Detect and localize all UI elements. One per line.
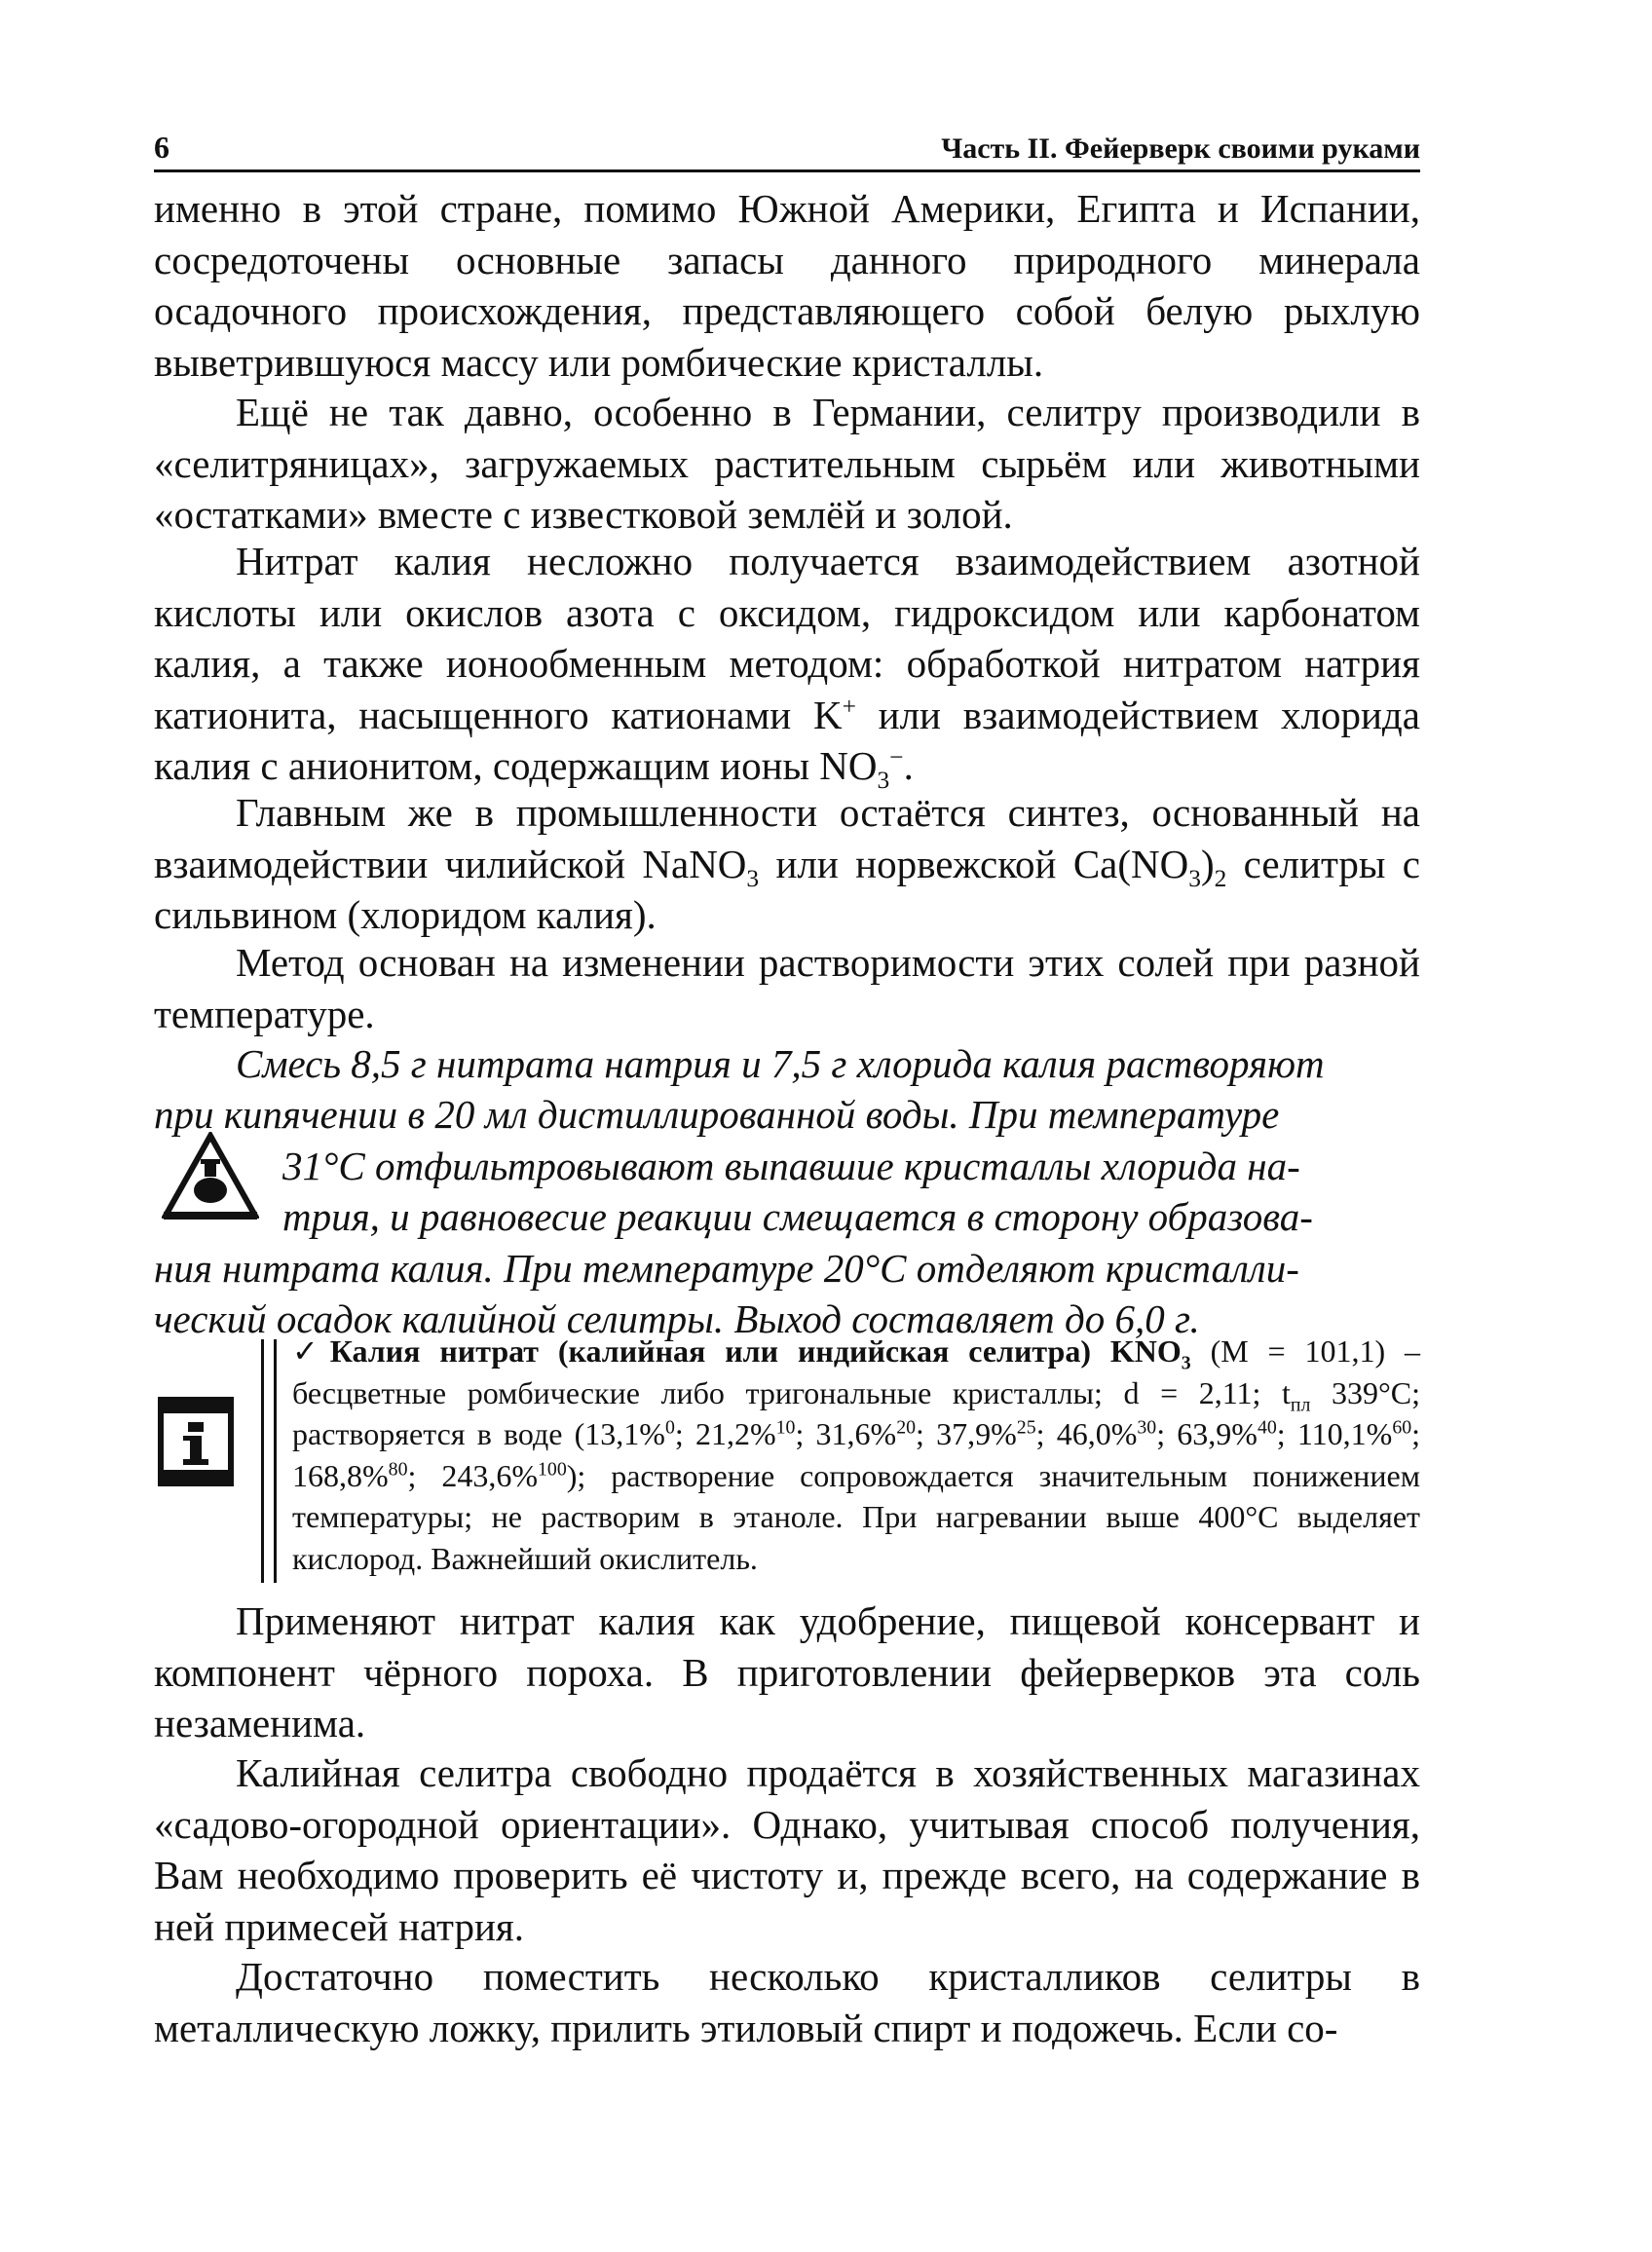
warning-line-4: трия, и равновесие реакции смещается в сторону образова- [282, 1194, 1313, 1239]
paragraph-5: Метод основан на изменении растворимости этих солей при разной температуре. [154, 940, 1420, 1036]
paragraph-7: Калийная селитра свободно продаётся в хозяйственных магазинах «садово-огородной ориентации». Однако, учитывая способ получения, Вам необходимо проверить её чистоту и, прежде всего, на содержание в ней примесей натрия. [154, 1750, 1420, 1949]
page-header [154, 121, 1420, 172]
paragraph-4: Главным же в промышленности остаётся синтез, основанный на взаимодействии чилийской NaNO$_3$ или норвежской $Ca(NO_3)_2$ селитры с сильвином (хлоридом калия). [154, 790, 1420, 937]
warning-line-3: 31°С отфильтровывают выпавшие кристаллы хлорида на- [282, 1144, 1300, 1188]
paragraph-1: именно в этой стране, помимо Южной Америки, Египта и Испании, сосредоточены основные запасы данного природного минерала осадочного происхождения, представляющего собой белую рыхлую выветрившуюся массу или ромбические кристаллы. [154, 186, 1420, 385]
info-icon [158, 1397, 234, 1486]
info-block: ✓Калия нитрат (калийная или индийская селитра) $KNO_3$ (М = 101,1) – бесцветные ромбические либо тригональные кристаллы; d = 2,11; $t_{пл}$ 339°С; растворяется в воде (13,1%$^0$; 21,2%$^{10}$; 31,6%$^{20}$; 37,9%$^{25}$; 46,0%$^{30}$; 63,9%$^{40}$; 110,1%$^{60}$; 168,8%$^{80}$; 243,6%$^{100}$); растворение сопровождается значительным понижением температуры; не растворим в этаноле. При нагревании выше 400°С выделяет кислород. Важнейший окислитель. [292, 1333, 1421, 1576]
warning-line-5: ния нитрата калия. При температуре 20°С отделяют кристалли- [154, 1246, 1299, 1291]
paragraph-3: Нитрат калия несложно получается взаимодействием азотной кислоты или окислов азота с оксидом, гидроксидом или карбонатом калия, а также ионообменным методом: обработкой нитратом натрия катионита, насыщенного катионами K+ или взаимодействием хлорида калия с анионитом, содержащим ионы $NO_3^-$. [154, 539, 1420, 795]
paragraph-2: Ещё не так давно, особенно в Германии, селитру производили в «селитряницах», загружаемых растительным сырьём или животными «остатками» вместе с известковой землёй и золой. [154, 390, 1420, 537]
paragraph-8: Достаточно поместить несколько кристалликов селитры в металлическую ложку, прилить этиловый спирт и подожечь. Если со- [154, 1954, 1420, 2050]
warning-line-2: при кипячении в 20 мл дистиллированной воды. При температуре [154, 1092, 1280, 1137]
warning-line-6: ческий осадок калийной селитры. Выход составляет до 6,0 г. [154, 1296, 1200, 1341]
page-number: 6 [154, 130, 169, 165]
warning-line-1: Смесь 8,5 г нитрата натрия и 7,5 г хлорида калия растворяют [236, 1041, 1325, 1086]
flask-warning-icon [162, 1132, 259, 1221]
paragraph-6: Применяют нитрат калия как удобрение, пищевой консервант и компонент чёрного пороха. В приготовлении фейерверков эта соль незаменима. [154, 1598, 1420, 1745]
running-title: Часть II. Фейерверк своими руками [941, 132, 1420, 165]
info-vertical-rule [261, 1339, 277, 1583]
